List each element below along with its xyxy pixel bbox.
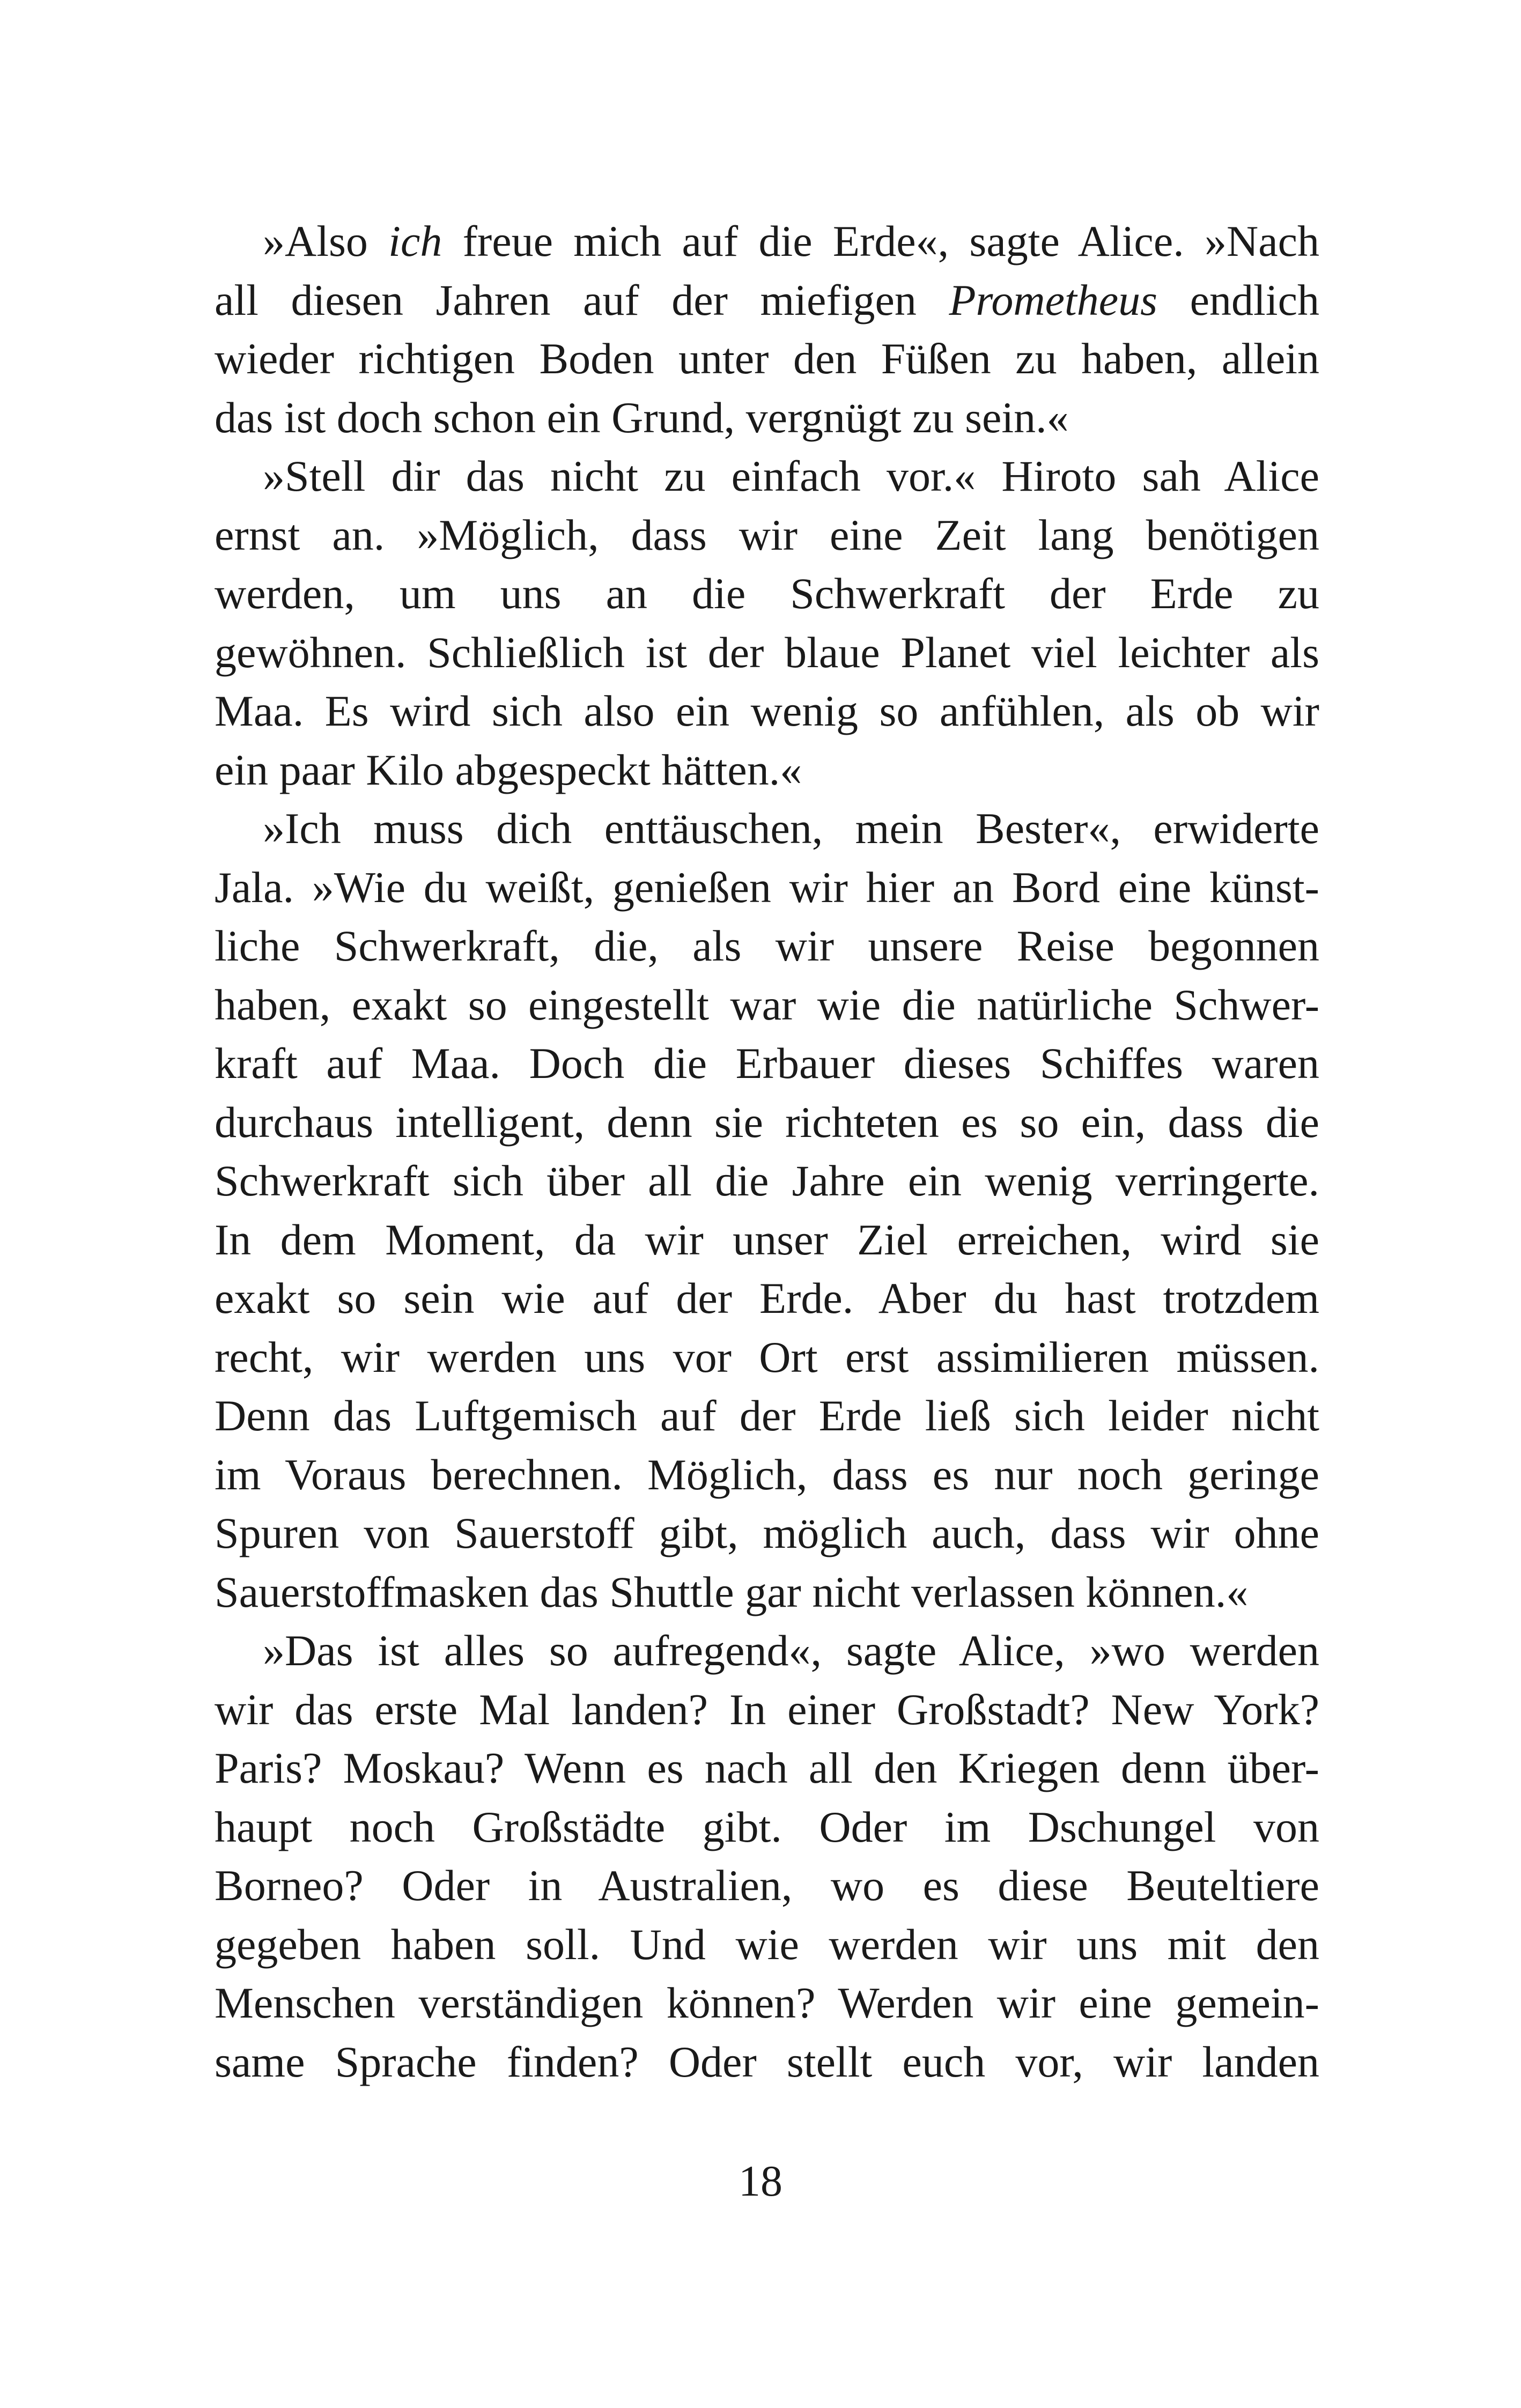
- text-line: Paris? Moskau? Wenn es nach all den Kriegen denn über-: [215, 1744, 1319, 1792]
- text-line: Schwerkraft sich über all die Jahre ein wenig verringerte.: [215, 1156, 1319, 1205]
- text-line: recht, wir werden uns vor Ort erst assimilieren müssen.: [215, 1332, 1319, 1382]
- text-line: gewöhnen. Schließlich ist der blaue Planet viel leichter als: [215, 627, 1319, 677]
- text-line: all diesen Jahren auf der miefigen Prometheus endlich: [215, 275, 1319, 324]
- ship-name: Prometheus: [949, 275, 1158, 324]
- text-line: Jala. »Wie du weißt, genießen wir hier an Bord eine künst-: [215, 862, 1319, 912]
- text-line: wieder richtigen Boden unter den Füßen zu haben, allein: [215, 334, 1319, 383]
- text-line: exakt so sein wie auf der Erde. Aber du hast trotzdem: [215, 1274, 1319, 1323]
- text-line: Spuren von Sauerstoff gibt, möglich auch, dass wir ohne: [215, 1509, 1319, 1557]
- text-line: »Ich muss dich enttäuschen, mein Bester«, erwiderte: [263, 804, 1319, 853]
- text-line: werden, um uns an die Schwerkraft der Erde zu: [215, 569, 1319, 618]
- text-line: »Das ist alles so aufregend«, sagte Alice, »wo werden: [263, 1626, 1319, 1675]
- text-line: Maa. Es wird sich also ein wenig so anfühlen, als ob wir: [215, 686, 1319, 735]
- text-line: gegeben haben soll. Und wie werden wir uns mit den: [215, 1919, 1319, 1969]
- emphasis: ich: [388, 217, 442, 265]
- text-line: durchaus intelligent, denn sie richteten es so ein, dass die: [215, 1097, 1319, 1147]
- text-line: das ist doch schon ein Grund, vergnügt zu sein.«: [215, 393, 1069, 442]
- text-line: haben, exakt so eingestellt war wie die natürliche Schwer-: [215, 980, 1319, 1029]
- text-line: kraft auf Maa. Doch die Erbauer dieses Schiffes waren: [215, 1039, 1319, 1088]
- text-line: ernst an. »Möglich, dass wir eine Zeit lang benötigen: [215, 510, 1319, 559]
- text-line: »Also ich freue mich auf die Erde«, sagte Alice. »Nach: [263, 217, 1319, 265]
- text-line: wir das erste Mal landen? In einer Großstadt? New York?: [215, 1685, 1319, 1734]
- text-line: im Voraus berechnen. Möglich, dass es nur noch geringe: [215, 1450, 1319, 1499]
- text-line: Sauerstoffmasken das Shuttle gar nicht verlassen können.«: [215, 1567, 1249, 1616]
- body-text: [215, 212, 1319, 2091]
- text-line: »Stell dir das nicht zu einfach vor.« Hiroto sah Alice: [263, 452, 1319, 500]
- text-line: Borneo? Oder in Australien, wo es diese Beuteltiere: [215, 1861, 1319, 1910]
- text-line: ein paar Kilo abgespeckt hätten.«: [215, 745, 802, 794]
- text-line: liche Schwerkraft, die, als wir unsere Reise begonnen: [215, 921, 1319, 970]
- text-line: Menschen verständigen können? Werden wir eine gemein-: [215, 1978, 1319, 2027]
- text-line: same Sprache finden? Oder stellt euch vor, wir landen: [215, 2037, 1319, 2086]
- text-line: haupt noch Großstädte gibt. Oder im Dschungel von: [215, 1802, 1319, 1851]
- text-line: In dem Moment, da wir unser Ziel erreichen, wird sie: [215, 1215, 1319, 1264]
- text-line: Denn das Luftgemisch auf der Erde ließ sich leider nicht: [215, 1391, 1319, 1440]
- page-number: 18: [739, 2156, 782, 2205]
